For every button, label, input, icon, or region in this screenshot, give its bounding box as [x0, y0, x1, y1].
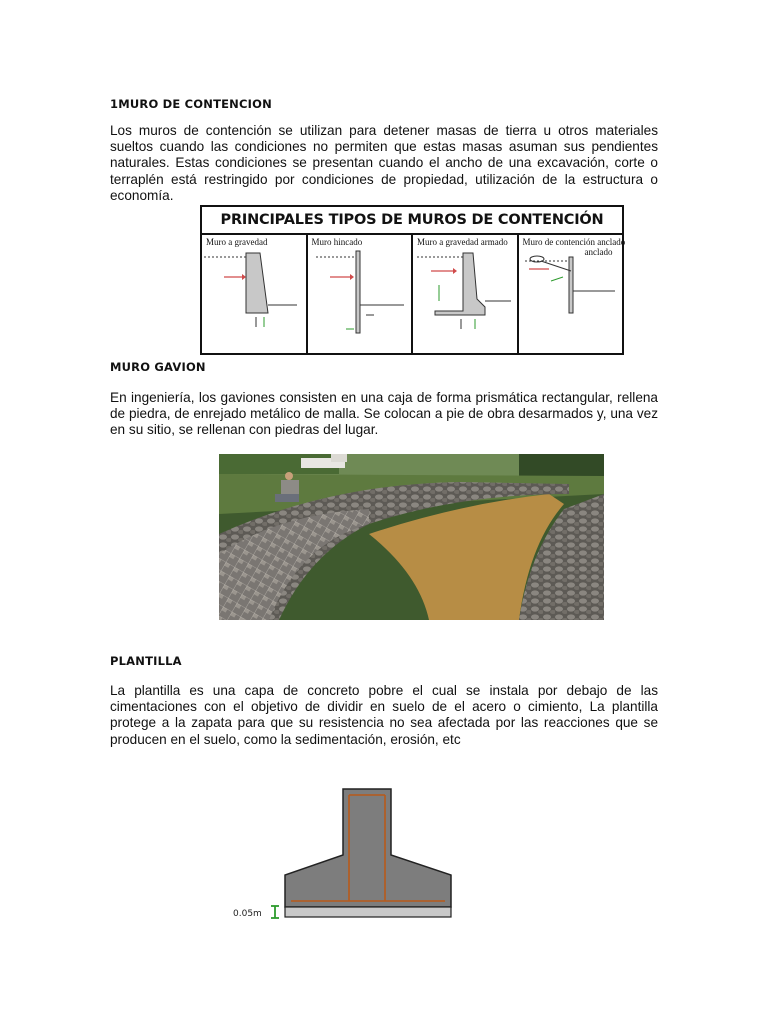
dimension-label: 0.05m [233, 909, 262, 919]
wall-type-label: Muro de contención anclado [522, 237, 626, 247]
wall-type-driven [308, 235, 414, 353]
retaining-wall-types-figure [200, 205, 624, 355]
paragraph-muro-gavion: En ingeniería, los gaviones consisten en una caja de forma prismática rectangular, rellena de piedra, de enrejado metálico de malla. Se colocan a pie de obra desarmados y, una vez en su sitio, se rellenan con piedras del lugar. [110, 390, 658, 438]
wall-type-label: Muro hincado [311, 237, 363, 247]
footing-concrete [285, 789, 451, 907]
anchored-sublabel: anclado [584, 247, 613, 257]
wall-type-reinforced [413, 235, 519, 353]
wall-type-anchored [519, 235, 626, 353]
figure-title: PRINCIPALES TIPOS DE MUROS DE CONTENCIÓN [202, 207, 622, 235]
gabion-wall-photo [219, 454, 604, 620]
paragraph-muro-contencion: Los muros de contención se utilizan para detener masas de tierra u otros materiales sueltos cuando las condiciones no permiten que estas masas asuman sus pendientes naturales. Estas condiciones se presentan cuando el ancho de una excavación, corte o terraplén está restringido por condiciones de propiedad, utilización de la estructura o economía. [110, 123, 658, 203]
plantilla-layer [285, 907, 451, 917]
wall-type-label: Muro a gravedad [206, 237, 268, 247]
wall-type-label: Muro a gravedad armado [417, 237, 508, 247]
footing-diagram [225, 785, 465, 925]
wall-type-gravity [202, 235, 308, 353]
paragraph-plantilla: La plantilla es una capa de concreto pobre el cual se instala por debajo de las cimentaciones con el objetivo de dividir en suelo de el acero o cimiento, La plantilla protege a la zapata para que su resistencia no sea afectada por las reacciones que se producen en el suelo, como la sedimentación, erosión, etc [110, 683, 658, 747]
reinforced-wall-drawing [413, 235, 517, 353]
dimension-marker [271, 906, 279, 918]
heading-muro-contencion: 1MURO DE CONTENCION [110, 97, 272, 111]
heading-muro-gavion: MURO GAVION [110, 360, 206, 374]
gravity-wall-drawing [202, 235, 306, 353]
driven-wall-drawing [308, 235, 412, 353]
heading-plantilla: PLANTILLA [110, 654, 182, 668]
